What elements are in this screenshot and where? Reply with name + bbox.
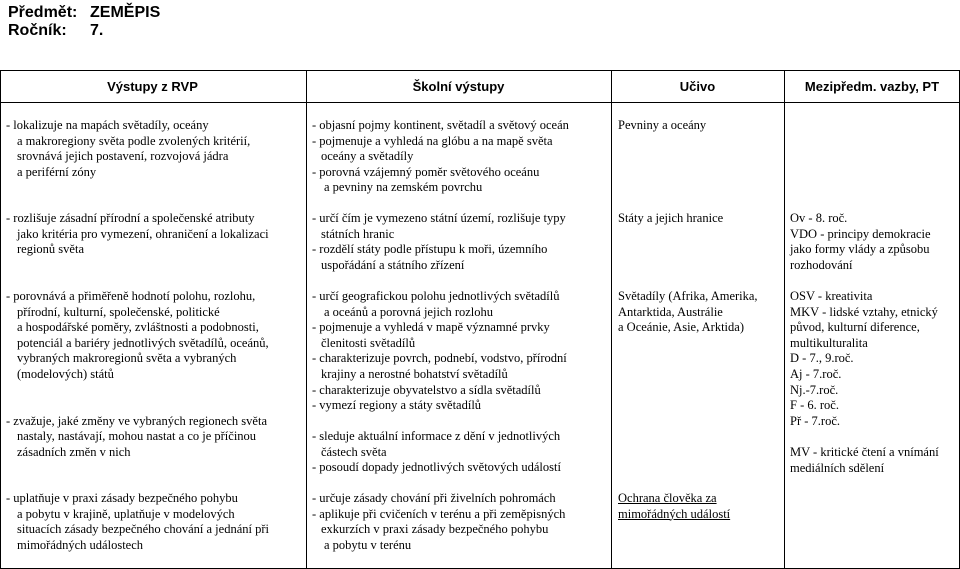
- text-line: multikulturalita: [790, 335, 868, 350]
- row-2-rvp: [6, 211, 269, 258]
- text-line: - rozdělí státy podle přístupu k moři, územního: [312, 242, 548, 257]
- text-line: exkurzích v praxi zásady bezpečného pohybu: [321, 522, 549, 537]
- row-3-vazby: [790, 289, 939, 476]
- text-line: a pobytu v terénu: [324, 537, 412, 552]
- text-line: - sleduje aktuální informace z dění v jednotlivých: [312, 429, 561, 443]
- text-line: [790, 429, 939, 445]
- text-line: Státy a jejich hranice: [618, 211, 724, 225]
- text-line: a pevniny na zemském povrchu: [324, 180, 483, 195]
- text-line: - uplatňuje v praxi zásady bezpečného pohybu: [6, 491, 238, 505]
- text-line: a oceánů a porovná jejich rozlohu: [324, 304, 494, 319]
- row-1-skolni: [312, 118, 569, 196]
- row-4-skolni: [312, 491, 565, 553]
- text-line: Aj - 7.roč.: [790, 366, 842, 381]
- header-separator: [1, 102, 959, 103]
- subject-label: Předmět:: [8, 4, 78, 21]
- column-header-skolni: Školní výstupy: [412, 79, 505, 94]
- column-divider: [784, 71, 785, 568]
- row-2-ucivo: [618, 211, 723, 227]
- text-line: Ov - 8. roč.: [790, 211, 848, 225]
- text-line: krajiny a nerostné bohatství světadílů: [321, 366, 508, 381]
- text-line: - porovnává a přiměřeně hodnotí polohu, rozlohu,: [6, 289, 256, 303]
- text-line: srovnává jejich postavení, rozvojová jádra: [17, 149, 229, 164]
- row-1-rvp: [6, 118, 250, 180]
- text-line: členitosti světadílů: [321, 335, 416, 350]
- text-line: Pevniny a oceány: [618, 118, 707, 132]
- text-line: - porovná vzájemný poměr světového oceánu: [312, 164, 540, 179]
- text-line: Př - 7.roč.: [790, 413, 840, 428]
- column-header-vazby: Mezipředm. vazby, PT: [804, 79, 940, 94]
- text-line: (modelových) států: [17, 366, 114, 381]
- text-line: jako kritéria pro vymezení, ohraničení a lokalizaci: [17, 226, 269, 241]
- text-line: Ochrana člověka za: [618, 491, 717, 505]
- text-line: - objasní pojmy kontinent, světadíl a světový oceán: [312, 118, 569, 132]
- text-line: - charakterizuje obyvatelstvo a sídla světadílů: [312, 382, 541, 397]
- text-line: - určí čím je vymezeno státní území, rozlišuje typy: [312, 211, 566, 225]
- text-line: částech světa: [321, 444, 387, 459]
- text-line: - lokalizuje na mapách světadíly, oceány: [6, 118, 209, 132]
- text-line: zásadních změn v nich: [17, 444, 131, 459]
- text-line: a periférní zóny: [17, 164, 97, 179]
- text-line: a hospodářské poměry, zvláštnosti a podobnosti,: [17, 320, 259, 335]
- text-line: nastaly, nastávají, mohou nastat a co je příčinou: [17, 429, 257, 444]
- text-line: uspořádání a státního zřízení: [321, 257, 465, 272]
- row-1-ucivo: [618, 118, 706, 134]
- text-line: vybraných makroregionů světa a vybraných: [17, 351, 237, 366]
- text-line: OSV - kreativita: [790, 289, 873, 303]
- row-2-vazby: [790, 211, 931, 273]
- text-line: oceány a světadíly: [321, 149, 414, 164]
- text-line: - vymezí regiony a státy světadílů: [312, 398, 482, 413]
- text-line: mediálních sdělení: [790, 460, 885, 475]
- row-2-skolni: [312, 211, 566, 273]
- text-line: potenciál a bariéry jednotlivých světadílů, oceánů,: [17, 335, 269, 350]
- subject-value: ZEMĚPIS: [90, 4, 161, 21]
- text-line: Nj.-7.roč.: [790, 382, 839, 397]
- text-line: - posoudí dopady jednotlivých světových událostí: [312, 460, 561, 475]
- text-line: MV - kritické čtení a vnímání: [790, 444, 939, 459]
- text-line: mimořádných událostí: [618, 506, 731, 521]
- row-3-skolni: [312, 289, 567, 414]
- text-line: původ, kulturní diference,: [790, 320, 920, 335]
- text-line: - rozlišuje zásadní přírodní a společenské atributy: [6, 211, 255, 225]
- text-line: - pojmenuje a vyhledá v mapě významné prvky: [312, 320, 550, 335]
- text-line: - určí geografickou polohu jednotlivých světadílů: [312, 289, 560, 303]
- text-line: F - 6. roč.: [790, 398, 839, 413]
- text-line: a pobytu v krajině, uplatňuje v modelových: [17, 506, 235, 521]
- text-line: situacích zásady bezpečného chování a jednání při: [17, 522, 269, 537]
- text-line: - určuje zásady chování při živelních pohromách: [312, 491, 556, 505]
- text-line: - pojmenuje a vyhledá na glóbu a na mapě světa: [312, 133, 553, 148]
- row-3-rvp: [6, 289, 269, 461]
- text-line: - charakterizuje povrch, podnebí, vodstvo, přírodní: [312, 351, 567, 366]
- grade-label: Ročník:: [8, 22, 67, 39]
- text-line: Světadíly (Afrika, Amerika,: [618, 289, 758, 303]
- text-line: a Oceánie, Asie, Arktida): [618, 320, 744, 335]
- subject-line: [8, 4, 160, 22]
- row-4-ucivo: [618, 491, 730, 522]
- text-line: přírodní, kulturní, společenské, politické: [17, 304, 220, 319]
- text-line: Antarktida, Austrálie: [618, 304, 723, 319]
- text-line: státních hranic: [321, 226, 395, 241]
- grade-line: [8, 22, 103, 40]
- text-line: D - 7., 9.roč.: [790, 351, 854, 366]
- column-divider: [611, 71, 612, 568]
- column-header-rvp: Výstupy z RVP: [107, 79, 198, 94]
- column-divider: [306, 71, 307, 568]
- text-line: rozhodování: [790, 257, 853, 272]
- row-3-skolni-events: [312, 429, 561, 476]
- text-line: - zvažuje, jaké změny ve vybraných regionech světa: [6, 413, 267, 428]
- grade-value: 7.: [90, 22, 104, 39]
- row-4-rvp: [6, 491, 269, 553]
- text-line: VDO - principy demokracie: [790, 226, 931, 241]
- text-line: MKV - lidské vztahy, etnický: [790, 304, 938, 319]
- text-line: a makroregiony světa podle zvolených kritérií,: [17, 133, 251, 148]
- text-line: jako formy vlády a způsobu: [790, 242, 930, 257]
- text-line: [6, 383, 269, 399]
- text-line: regionů světa: [17, 242, 84, 257]
- text-line: [6, 398, 269, 414]
- column-header-ucivo: Učivo: [679, 79, 716, 94]
- row-3-ucivo: [618, 289, 758, 336]
- text-line: - aplikuje při cvičeních v terénu a při zeměpisných: [312, 506, 566, 521]
- text-line: mimořádných událostech: [17, 537, 144, 552]
